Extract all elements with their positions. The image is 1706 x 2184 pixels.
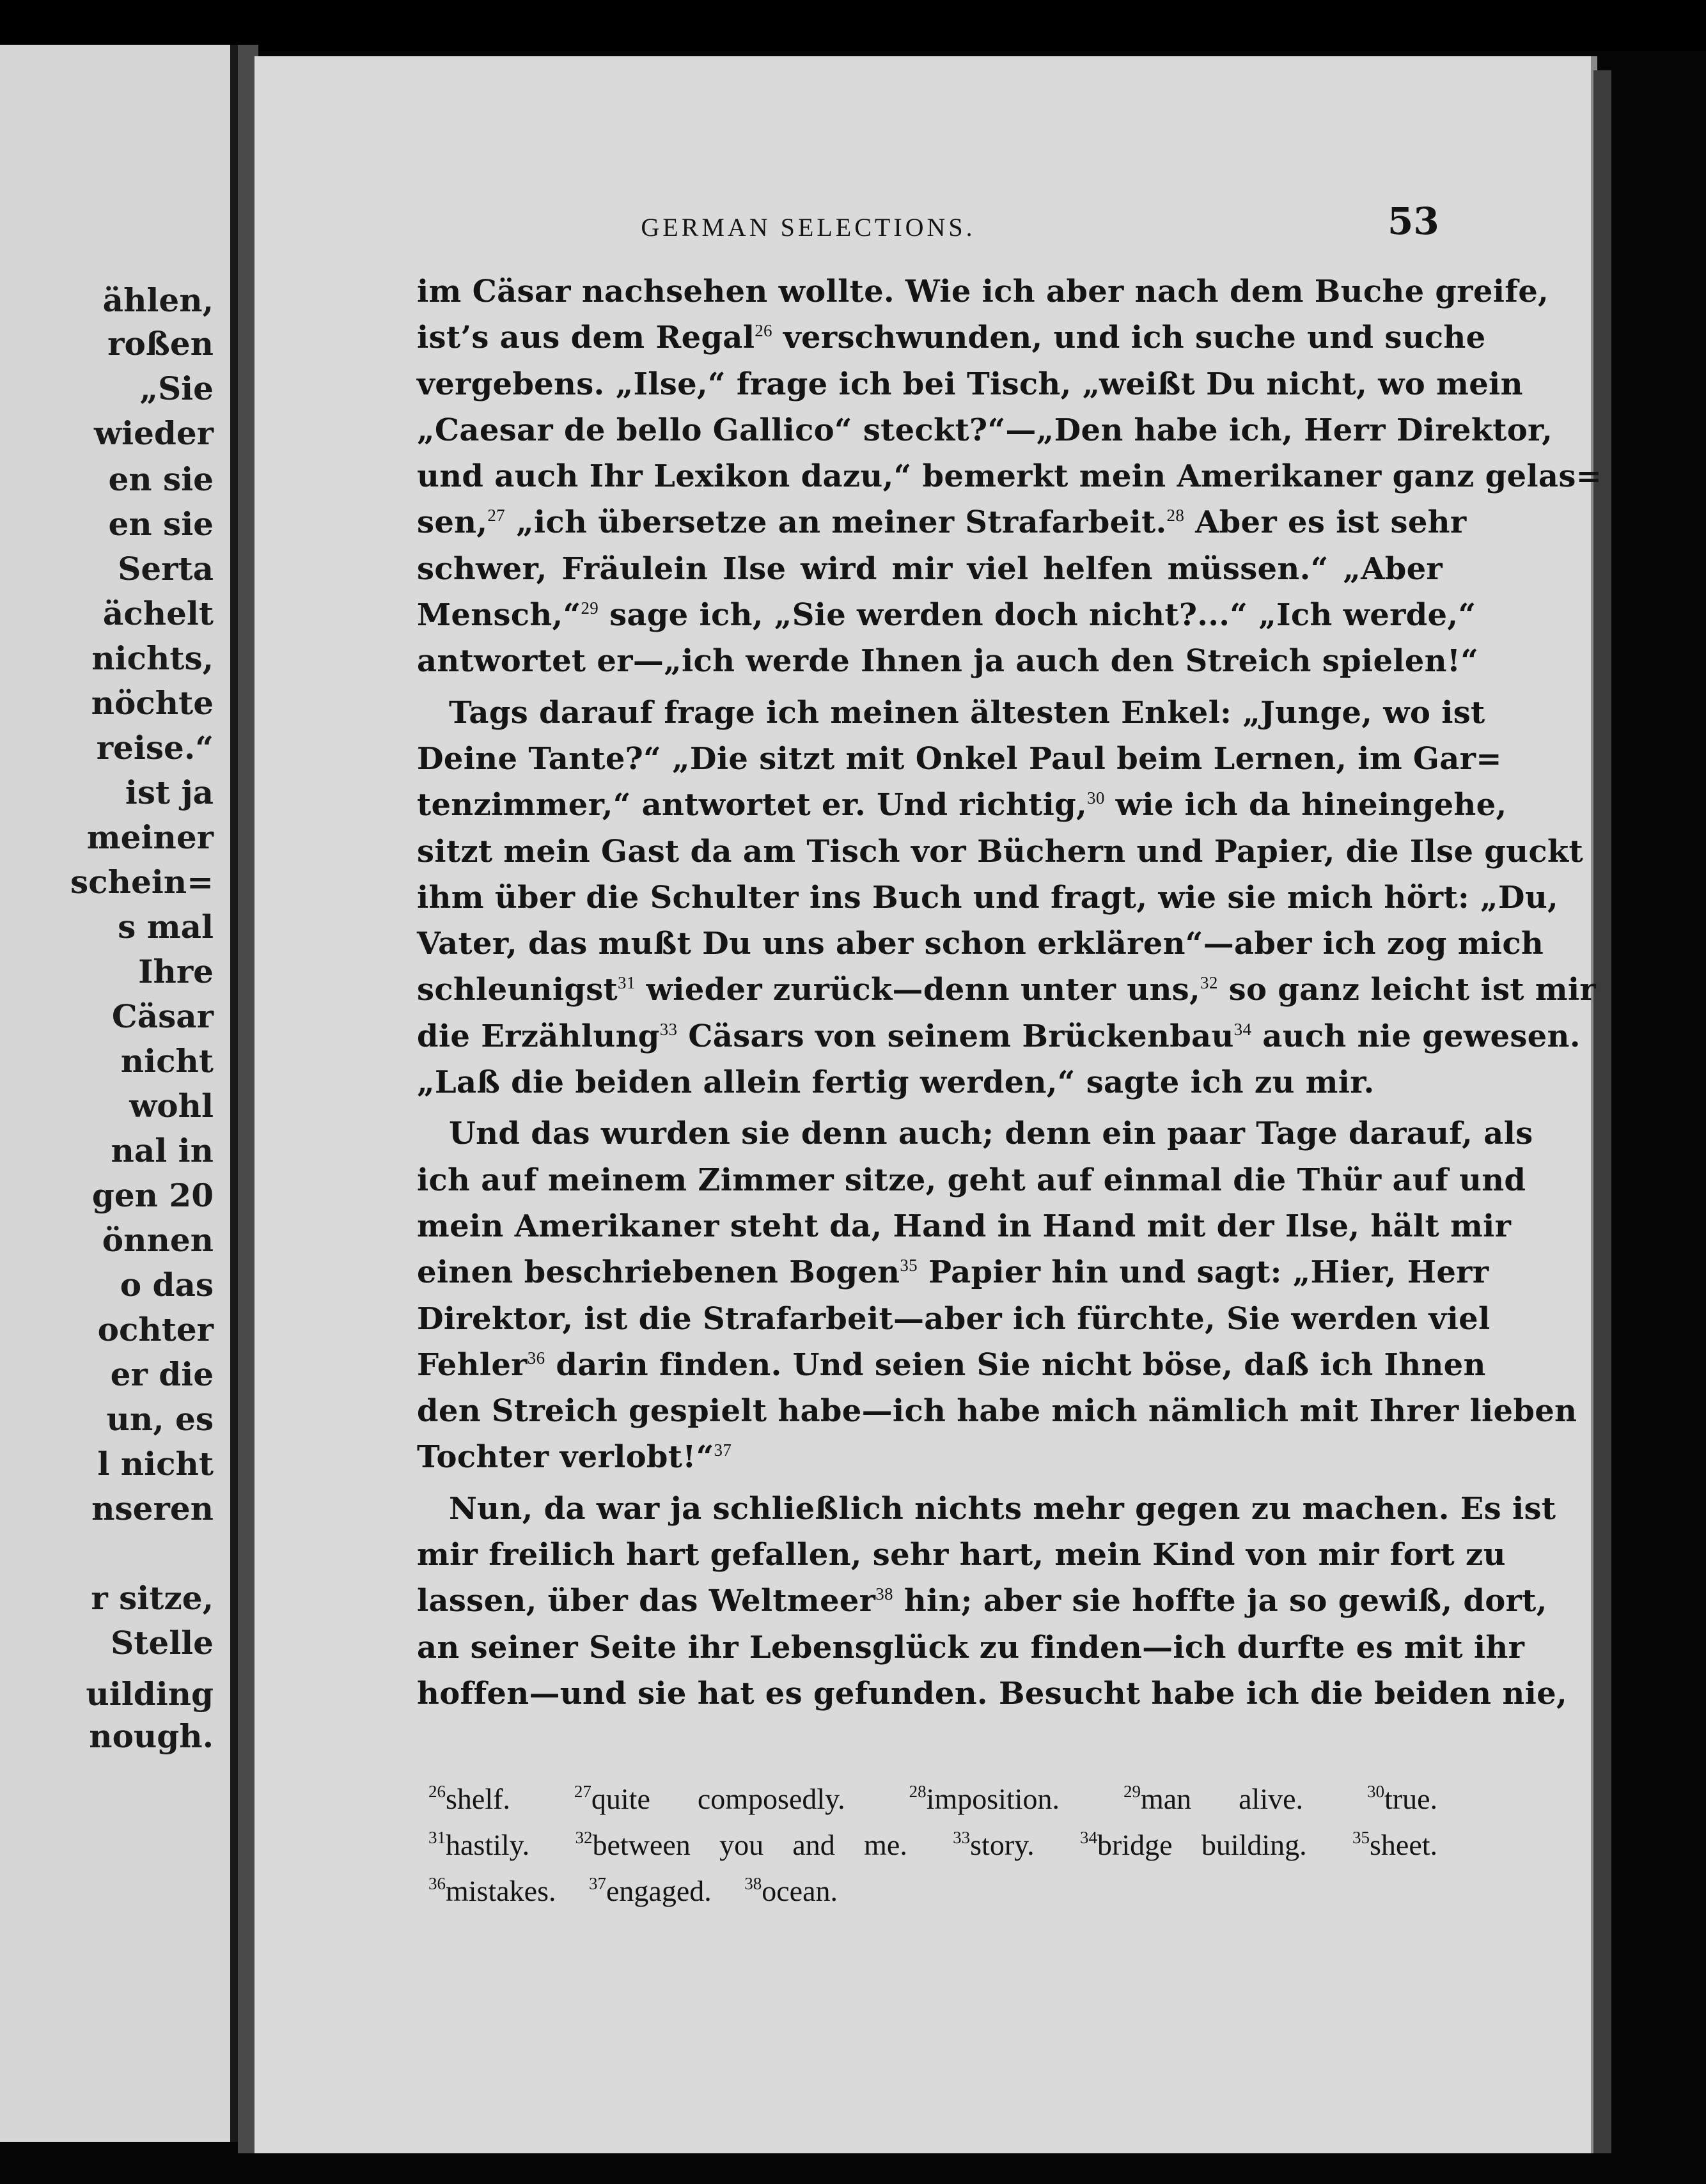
footnote-text: engaged. (606, 1875, 712, 1907)
footnote-text: bridge building. (1097, 1829, 1307, 1861)
scan-bottom-border (0, 2153, 1706, 2184)
footnote (744, 1875, 838, 1907)
text-run: Tochter verlobt!“ (417, 1439, 714, 1476)
text-line (417, 1532, 1506, 1578)
facing-page-fragment: Cäsar (111, 997, 214, 1035)
facing-page-fragment: wohl (129, 1087, 214, 1125)
text-run: mir freilich hart gefallen, sehr hart, mein Kind von mir fort zu (417, 1537, 1506, 1573)
text-run: Mensch,“ (417, 597, 581, 634)
facing-page-fragment: nicht (120, 1042, 214, 1080)
footnote (953, 1829, 1035, 1861)
footnote-number: 33 (953, 1828, 971, 1847)
facing-page-fragment: ochter (97, 1311, 214, 1348)
facing-page-fragment: nough. (89, 1717, 214, 1755)
text-line (417, 967, 1596, 1013)
footnote-text: imposition. (926, 1782, 1060, 1815)
text-run: so ganz leicht ist mir (1217, 972, 1596, 1008)
text-run: antwortet er—„ich werde Ihnen ja auch den Streich spielen!“ (417, 643, 1479, 680)
footnote-reference: 36 (527, 1348, 545, 1368)
text-line (417, 453, 1602, 499)
footnote (589, 1875, 712, 1907)
text-run: Tags darauf frage ich meinen ältesten Enkel: „Junge, wo ist (449, 694, 1485, 731)
footnote-reference: 31 (618, 973, 636, 993)
footnote (1123, 1782, 1303, 1815)
text-run: verschwunden, und ich suche und suche (772, 320, 1486, 356)
facing-page-fragment: gen 20 (91, 1176, 214, 1214)
footnote-text: sheet. (1370, 1829, 1438, 1861)
footnote-reference: 29 (581, 598, 599, 618)
text-run: „ich übersetze an meiner Strafarbeit. (505, 504, 1167, 541)
text-line (417, 546, 1443, 592)
facing-page-fragment: reise.“ (96, 729, 214, 767)
facing-page-fragment: nal in (111, 1132, 214, 1169)
text-run: Vater, das mußt Du uns aber schon erklären“—aber ich zog mich (417, 926, 1544, 962)
footnote-reference: 37 (714, 1440, 732, 1460)
text-run: auch nie gewesen. (1251, 1018, 1581, 1054)
footnote-number: 29 (1123, 1782, 1141, 1801)
page-number: 53 (1388, 199, 1439, 243)
facing-page-fragment: nichts, (91, 639, 214, 677)
footnote-text: story. (970, 1829, 1035, 1861)
facing-page-fragment: ist ja (125, 774, 214, 811)
text-line (417, 690, 1485, 736)
text-run: wie ich da hineingehe, (1104, 787, 1507, 823)
footnote-reference: 28 (1166, 506, 1185, 526)
facing-page-fragment: nöchte (91, 684, 214, 722)
footnote-number: 31 (428, 1828, 446, 1847)
text-run: sage ich, „Sie werden doch nicht?...“ „Ich werde,“ (599, 597, 1476, 634)
footnote-number: 37 (588, 1874, 606, 1893)
text-run: „Laß die beiden allein fertig werden,“ sagte ich zu mir. (417, 1065, 1375, 1101)
text-line (417, 921, 1544, 967)
footnote-reference: 35 (900, 1256, 918, 1275)
text-run: ich auf meinem Zimmer sitze, geht auf einmal die Thür auf und (417, 1162, 1526, 1198)
footnote (428, 1829, 529, 1861)
text-run: vergebens. „Ilse,“ frage ich bei Tisch, „weißt Du nicht, wo mein (417, 366, 1523, 402)
text-run: hoffen—und sie hat es gefunden. Besucht habe ich die beiden nie, (417, 1675, 1567, 1712)
facing-page-fragment: un, es (106, 1400, 214, 1438)
footnote-text: shelf. (446, 1782, 510, 1815)
text-line (417, 1296, 1491, 1342)
facing-page-fragment: meiner (86, 818, 214, 856)
text-line (417, 1157, 1526, 1203)
text-line (417, 1671, 1567, 1717)
footnote (574, 1782, 845, 1815)
text-line (417, 1388, 1577, 1434)
footnote-text: true. (1384, 1782, 1438, 1815)
text-run: hin; aber sie hoffte ja so gewiß, dort, (893, 1583, 1547, 1619)
facing-page-fragment: önnen (102, 1221, 214, 1259)
text-run: „Caesar de bello Gallico“ steckt?“—„Den habe ich, Herr Direktor, (417, 412, 1553, 448)
facing-page-fragment: s mal (118, 908, 214, 946)
facing-page-fragment: Stelle (111, 1624, 214, 1662)
text-run: Fehler (417, 1346, 528, 1383)
text-run: an seiner Seite ihr Lebensglück zu finden—ich durfte es mit ihr (417, 1629, 1525, 1665)
footnote-reference: 26 (755, 321, 772, 341)
footnote-number: 34 (1080, 1828, 1097, 1847)
text-run: ihm über die Schulter ins Buch und fragt, wie sie mich hört: „Du, (417, 879, 1559, 916)
footnote-reference: 32 (1200, 973, 1218, 993)
text-line (417, 361, 1523, 407)
text-run: mein Amerikaner steht da, Hand in Hand mit der Ilse, hält mir (417, 1208, 1512, 1244)
footnote-number: 32 (575, 1828, 593, 1847)
text-run: Direktor, ist die Strafarbeit—aber ich fürchte, Sie werden viel (417, 1300, 1491, 1337)
text-run: und auch Ihr Lexikon dazu,“ bemerkt mein Amerikaner ganz gelas= (417, 458, 1602, 495)
text-line (417, 499, 1467, 545)
facing-page-fragment: schein= (70, 863, 214, 901)
running-head: GERMAN SELECTIONS. (641, 213, 976, 242)
text-run: einen beschriebenen Bogen (417, 1254, 900, 1291)
text-run: sen, (417, 504, 488, 541)
footnote-reference: 38 (875, 1584, 893, 1604)
footnote-number: 26 (428, 1782, 446, 1801)
footnote-text: ocean. (762, 1875, 838, 1907)
text-run: lassen, über das Weltmeer (417, 1583, 876, 1619)
text-run: sitzt mein Gast da am Tisch vor Büchern und Papier, die Ilse guckt (417, 833, 1583, 870)
footnote-number: 27 (574, 1782, 591, 1801)
facing-page-fragment: Ihre (138, 953, 214, 990)
footnote-line (428, 1822, 1454, 1868)
text-line (417, 1625, 1525, 1671)
text-run: Aber es ist sehr (1184, 504, 1467, 541)
footnote-text: between you and me. (592, 1829, 907, 1861)
footnote-number: 28 (909, 1782, 927, 1801)
text-line (417, 736, 1502, 782)
footnotes (428, 1776, 1454, 1914)
footnote (1367, 1782, 1437, 1815)
text-line (417, 1486, 1556, 1532)
text-line (417, 1059, 1443, 1105)
footnote-reference: 27 (487, 506, 505, 526)
scan-top-border (0, 0, 1706, 51)
footnote-number: 38 (744, 1874, 762, 1893)
text-run: schleunigst (417, 972, 618, 1008)
facing-page-fragment: en sie (108, 505, 214, 543)
facing-page-fragment: l nicht (97, 1445, 214, 1483)
footnote (909, 1782, 1060, 1815)
text-run: tenzimmer,“ antwortet er. Und richtig, (417, 787, 1088, 823)
footnote-reference: 30 (1087, 788, 1105, 808)
page-edge-shadow (1593, 70, 1611, 2155)
text-line (417, 782, 1507, 828)
text-line (417, 1578, 1547, 1624)
text-line (417, 407, 1553, 453)
footnote-number: 35 (1352, 1828, 1370, 1847)
footnote-line (428, 1776, 1454, 1822)
facing-page-fragment: wieder (94, 414, 214, 452)
text-line (417, 315, 1486, 361)
footnote (1352, 1829, 1437, 1861)
text-run: schwer, Fräulein Ilse wird mir viel helfen müssen.“ „Aber (417, 550, 1443, 587)
footnote (1080, 1829, 1307, 1861)
facing-page-fragment: en sie (108, 460, 214, 498)
facing-page-fragment: roßen (107, 325, 214, 363)
text-run: ist’s aus dem Regal (417, 320, 755, 356)
facing-page-fragment: uilding (86, 1675, 214, 1713)
facing-page-fragment: ählen, (102, 281, 214, 319)
text-line (417, 875, 1559, 921)
footnote (428, 1875, 556, 1907)
text-line (417, 269, 1549, 315)
text-run: wieder zurück—denn unter uns, (635, 972, 1201, 1008)
facing-page-fragment: Serta (118, 550, 214, 588)
text-line (417, 638, 1479, 684)
footnote-number: 30 (1367, 1782, 1385, 1801)
facing-page-fragment: r sitze, (91, 1579, 214, 1617)
text-run: Nun, da war ja schließlich nichts mehr gegen zu machen. Es ist (449, 1490, 1556, 1527)
footnote (428, 1782, 510, 1815)
text-line (417, 829, 1583, 875)
footnote-number: 36 (428, 1874, 446, 1893)
text-run: Deine Tante?“ „Die sitzt mit Onkel Paul beim Lernen, im Gar= (417, 740, 1502, 777)
text-line (417, 1013, 1581, 1059)
facing-page-fragment: er die (110, 1355, 214, 1393)
facing-page-fragment: nseren (91, 1490, 214, 1527)
text-run: die Erzählung (417, 1018, 660, 1054)
facing-page-left (0, 45, 238, 2142)
footnote-reference: 33 (659, 1019, 678, 1039)
footnote-line (428, 1868, 1454, 1914)
facing-page-fragment: ächelt (102, 595, 214, 632)
text-run: Cäsars von seinem Brückenbau (677, 1018, 1234, 1054)
text-run: darin finden. Und seien Sie nicht böse, daß ich Ihnen (545, 1346, 1486, 1383)
footnote-text: hastily. (446, 1829, 530, 1861)
footnote (575, 1829, 907, 1861)
text-line (417, 1342, 1486, 1388)
text-run: im Cäsar nachsehen wollte. Wie ich aber nach dem Buche greife, (417, 274, 1549, 309)
text-line (417, 1249, 1489, 1295)
footnote-text: mistakes. (446, 1875, 556, 1907)
text-line (417, 592, 1476, 638)
text-line (417, 1434, 1443, 1480)
footnote-text: quite composedly. (591, 1782, 845, 1815)
footnote-reference: 34 (1233, 1019, 1252, 1039)
facing-page-fragment: „Sie (139, 370, 214, 407)
text-run: den Streich gespielt habe—ich habe mich nämlich mit Ihrer lieben (417, 1393, 1577, 1430)
text-line (417, 1111, 1533, 1157)
text-run: Und das wurden sie denn auch; denn ein paar Tage darauf, als (449, 1116, 1533, 1152)
body-text (417, 269, 1602, 1717)
text-run: Papier hin und sagt: „Hier, Herr (917, 1254, 1489, 1291)
facing-page-fragment: o das (120, 1266, 214, 1304)
text-line (417, 1203, 1512, 1249)
footnote-text: man alive. (1140, 1782, 1304, 1815)
